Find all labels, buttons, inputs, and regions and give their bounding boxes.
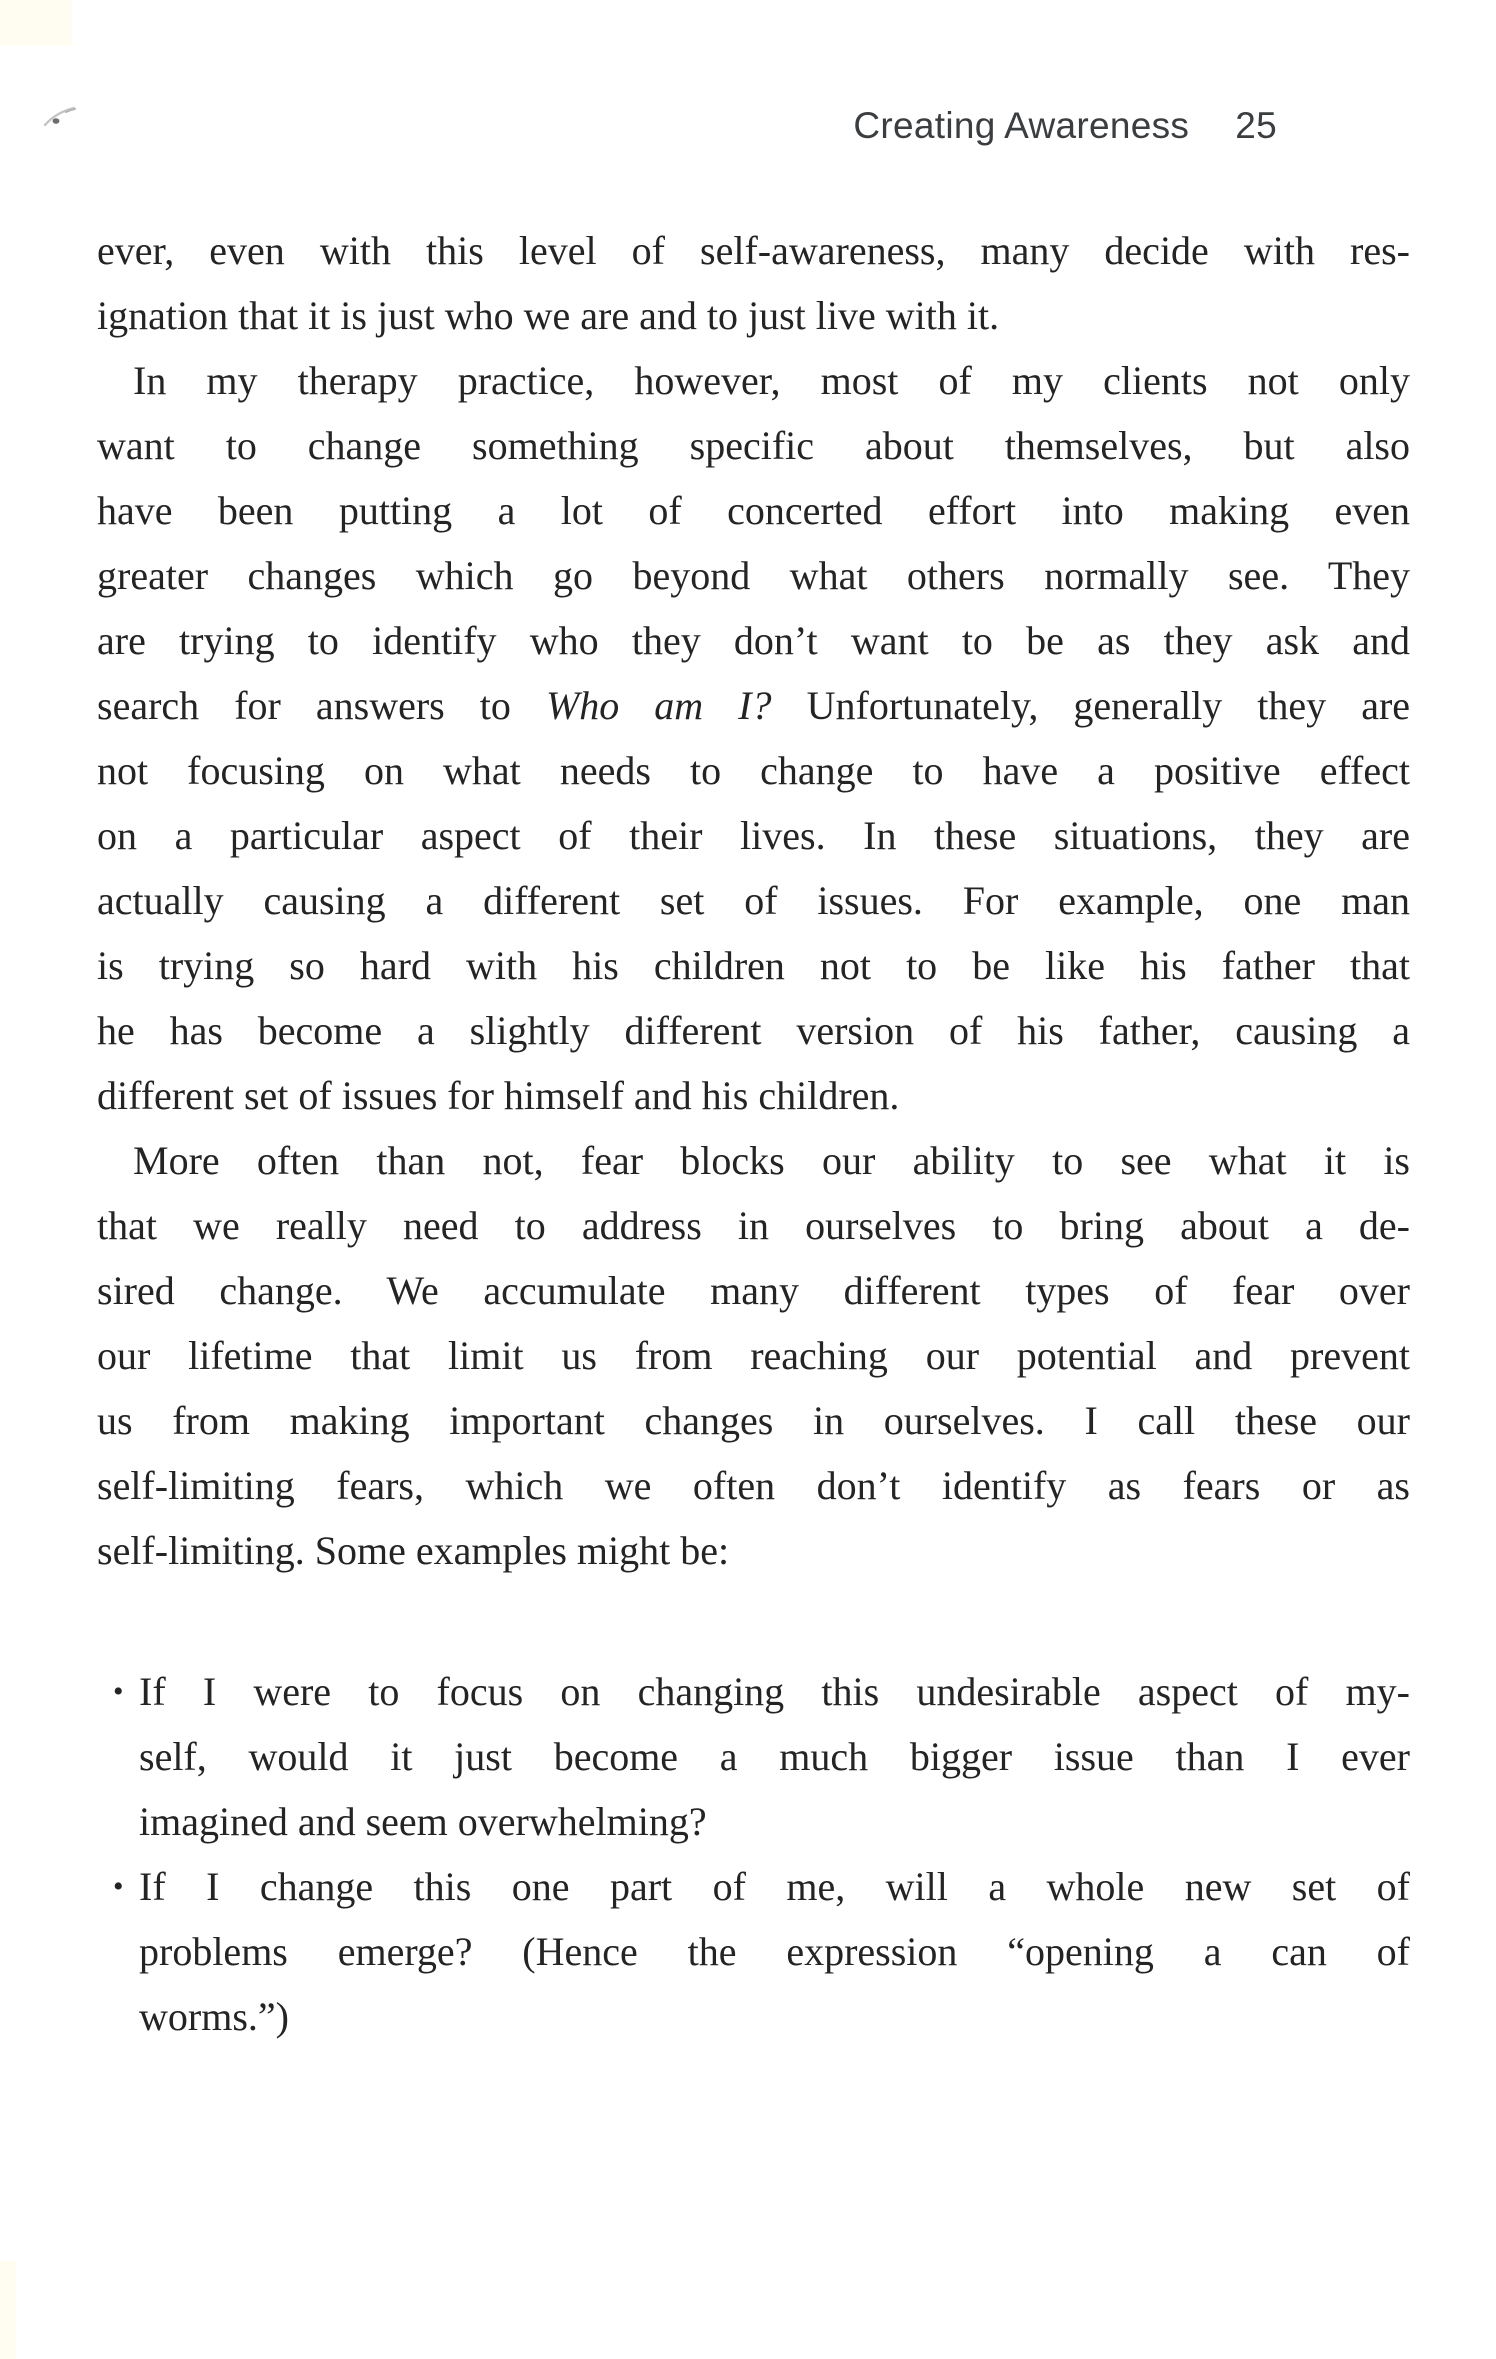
text-line — [139, 1919, 1410, 1984]
text-segment: have been putting a lot of concerted effort into making even — [97, 488, 1410, 533]
text-segment: actually causing a different set of issues. For example, one man — [97, 878, 1410, 923]
text-line — [97, 413, 1410, 478]
text-line — [139, 1984, 1410, 2049]
page-edge-artifact-top-left — [0, 0, 72, 46]
page-body — [97, 218, 1410, 2049]
text-segment: ignation that it is just who we are and to just live with it. — [97, 293, 1000, 338]
text-line — [97, 933, 1410, 998]
bullet-item — [113, 1659, 1410, 1854]
bullet-icon: • — [113, 1675, 124, 1708]
text-line — [97, 868, 1410, 933]
text-segment: More often than not, fear blocks our ability to see what it is — [133, 1138, 1410, 1183]
text-line — [97, 218, 1410, 283]
chapter-title: Creating Awareness — [853, 105, 1190, 146]
paragraph — [97, 218, 1410, 348]
text-segment: If I change this one part of me, will a whole new set of — [139, 1864, 1410, 1909]
text-segment: greater changes which go beyond what others normally see. They — [97, 553, 1410, 598]
text-line — [97, 1388, 1410, 1453]
text-segment: that we really need to address in ourselves to bring about a de- — [97, 1203, 1410, 1248]
text-line — [139, 1789, 1410, 1854]
text-line — [97, 1258, 1410, 1323]
text-line — [139, 1659, 1410, 1724]
page-edge-artifact-bottom-left — [0, 2261, 16, 2359]
text-line — [97, 478, 1410, 543]
text-line — [97, 803, 1410, 868]
text-line — [97, 1323, 1410, 1388]
text-segment: In my therapy practice, however, most of my clients not only — [133, 358, 1410, 403]
bullet-icon: • — [113, 1870, 124, 1903]
text-line — [97, 673, 1410, 738]
text-line — [97, 998, 1410, 1063]
text-segment: ever, even with this level of self-awareness, many decide with res- — [97, 228, 1410, 273]
text-segment: If I were to focus on changing this undesirable aspect of my- — [139, 1669, 1410, 1714]
text-line — [97, 738, 1410, 803]
text-line — [97, 283, 1410, 348]
text-line — [97, 543, 1410, 608]
text-line — [97, 348, 1410, 413]
text-segment: worms.”) — [139, 1994, 289, 2039]
paragraph — [97, 348, 1410, 1128]
text-line — [97, 1193, 1410, 1258]
italic-text: Who am I? — [545, 683, 772, 728]
text-segment: he has become a slightly different version of his father, causing a — [97, 1008, 1410, 1053]
text-segment: sired change. We accumulate many different types of fear over — [97, 1268, 1410, 1313]
text-line — [97, 1453, 1410, 1518]
bullet-item — [113, 1854, 1410, 2049]
text-line — [97, 1128, 1410, 1193]
page-number: 25 — [1235, 105, 1277, 146]
text-line — [97, 1518, 1410, 1583]
text-segment: are trying to identify who they don’t want to be as they ask and — [97, 618, 1410, 663]
text-line — [97, 608, 1410, 673]
text-segment: self, would it just become a much bigger issue than I ever — [139, 1734, 1410, 1779]
running-header — [0, 106, 1277, 146]
text-segment: us from making important changes in ourselves. I call these our — [97, 1398, 1410, 1443]
text-segment: self-limiting. Some examples might be: — [97, 1528, 730, 1573]
text-segment: not focusing on what needs to change to have a positive effect — [97, 748, 1410, 793]
text-segment: search for answers to — [97, 683, 546, 728]
text-segment: on a particular aspect of their lives. In these situations, they are — [97, 813, 1410, 858]
text-segment: self-limiting fears, which we often don’t identify as fears or as — [97, 1463, 1410, 1508]
text-segment: different set of issues for himself and his children. — [97, 1073, 900, 1118]
text-segment: problems emerge? (Hence the expression “opening a can of — [139, 1929, 1410, 1974]
text-line — [139, 1854, 1410, 1919]
text-line — [139, 1724, 1410, 1789]
text-line — [97, 1063, 1410, 1128]
text-segment: our lifetime that limit us from reaching our potential and prevent — [97, 1333, 1410, 1378]
text-segment: imagined and seem overwhelming? — [139, 1799, 707, 1844]
text-segment: is trying so hard with his children not to be like his father that — [97, 943, 1410, 988]
paragraph — [97, 1128, 1410, 1583]
text-segment: Unfortunately, generally they are — [771, 683, 1411, 728]
text-segment: want to change something specific about themselves, but also — [97, 423, 1410, 468]
